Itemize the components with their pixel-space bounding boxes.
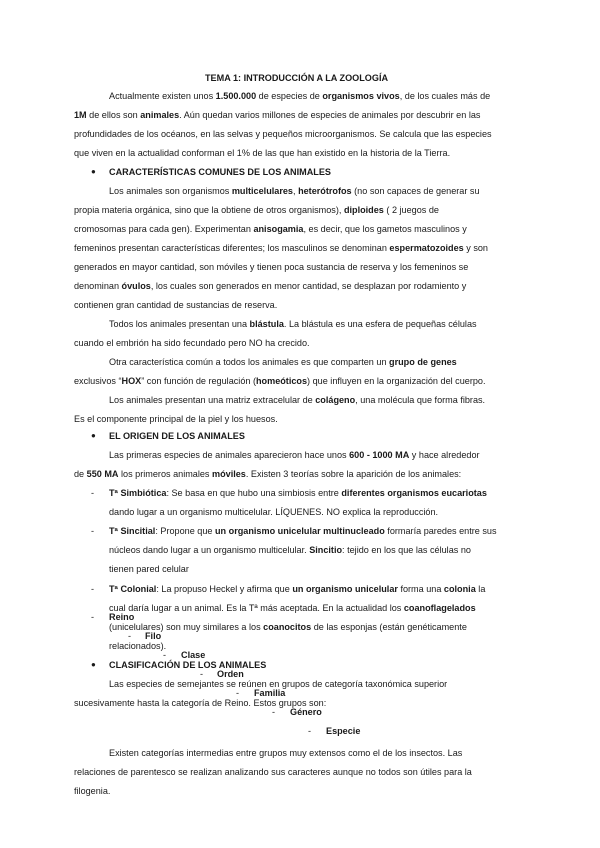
section1-line: contienen gran cantidad de sustancias de reserva. [74, 300, 278, 310]
intro-line: que viven en la actualidad conforman el 1% de las que han existido en la historia de la Tierra. [74, 148, 451, 158]
section1-line: denominan óvulos, los cuales son generados en menor cantidad, se desplazan por rodamiento y [74, 281, 467, 291]
taxonomy-rank: Orden [217, 669, 244, 679]
bullet-icon: ● [91, 167, 96, 176]
section1-line: Otra característica común a todos los animales es que comparten un grupo de genes [109, 357, 457, 367]
section1-line: Es el componente principal de la piel y los huesos. [74, 414, 278, 424]
theory-line: Tª Simbiótica: Se basa en que hubo una simbiosis entre diferentes organismos eucariotas [109, 488, 487, 498]
theory-line: (unicelulares) son muy similares a los coanocitos de las esponjas (están genéticamente [109, 622, 467, 632]
intro-line: Actualmente existen unos 1.500.000 de especies de organismos vivos, de los cuales más de [109, 91, 491, 101]
section-heading: CLASIFICACIÓN DE LOS ANIMALES [109, 660, 267, 670]
taxonomy-rank: Familia [254, 688, 286, 698]
theory-line: tienen pared celular [109, 564, 189, 574]
intro-line: 1M de ellos son animales. Aún quedan varios millones de especies de animales por descubrir en las [74, 110, 481, 120]
theory-line: cual daría lugar a un animal. Es la Tª más aceptada. En la actualidad los coanoflagelados [109, 603, 476, 613]
theory-line: relacionados). [109, 641, 167, 651]
closing-line: Existen categorías intermedias entre grupos muy extensos como el de los insectos. Las [109, 748, 463, 758]
section1-line: exclusivos “HOX” con función de regulación (homeóticos) que influyen en la organización del cuerpo. [74, 376, 486, 386]
taxonomy-rank: Género [290, 707, 322, 717]
closing-line: filogenia. [74, 786, 111, 796]
section1-line: femeninos presentan características diferentes; los masculinos se denominan espermatozoides y son [74, 243, 488, 253]
bullet-icon: ● [91, 431, 96, 440]
section3-line: sucesivamente hasta la categoría de Reino. Estos grupos son: [74, 698, 327, 708]
section2-line: de 550 MA los primeros animales móviles. Existen 3 teorías sobre la aparición de los animales: [74, 469, 462, 479]
taxonomy-rank: Clase [181, 650, 206, 660]
list-dash: - [91, 526, 95, 536]
section2-line: Las primeras especies de animales aparecieron hace unos 600 - 1000 MA y hace alrededor [109, 450, 480, 460]
closing-line: relaciones de parentesco se realizan analizando sus caracteres aunque no todos son útiles para la [74, 767, 472, 777]
rank-dash: - [308, 726, 312, 736]
section1-line: Todos los animales presentan una blástula. La blástula es una esfera de pequeñas células [109, 319, 477, 329]
page-title: TEMA 1: INTRODUCCIÓN A LA ZOOLOGÍA [205, 73, 389, 83]
rank-dash: - [200, 669, 204, 679]
bullet-icon: ● [91, 660, 96, 669]
section1-line: cuando el embrión ha sido fecundado pero NO ha crecido. [74, 338, 310, 348]
theory-line: dando lugar a un organismo multicelular. LÍQUENES. NO explica la reproducción. [109, 507, 439, 517]
taxonomy-rank: Filo [145, 631, 162, 641]
section1-line: propia materia orgánica, sino que la obtiene de otros organismos), diploides ( 2 juegos de [74, 205, 439, 215]
list-dash: - [91, 584, 95, 594]
section-heading: EL ORIGEN DE LOS ANIMALES [109, 431, 245, 441]
theory-line: Tª Colonial: La propuso Heckel y afirma que un organismo unicelular forma una colonia la [109, 584, 486, 594]
section3-line: Las especies de semejantes se reúnen en grupos de categoría taxonómica superior [109, 679, 448, 689]
rank-dash: - [163, 650, 167, 660]
rank-dash: - [91, 612, 95, 622]
section1-line: Los animales son organismos multicelulares, heterótrofos (no son capaces de generar su [109, 186, 480, 196]
section1-line: Los animales presentan una matriz extracelular de colágeno, una molécula que forma fibras. [109, 395, 486, 405]
section1-line: cromosomas para cada gen). Experimentan anisogamia, es decir, que los gametos masculinos y [74, 224, 467, 234]
rank-dash: - [272, 707, 276, 717]
theory-line: núcleos dando lugar a un organismo multicelular. Sincitio: tejido en los que las células no [109, 545, 471, 555]
section1-line: generados en mayor cantidad, son móviles y tienen poca sustancia de reserva y los femeninos se [74, 262, 469, 272]
section-heading: CARACTERÍSTICAS COMUNES DE LOS ANIMALES [109, 167, 331, 177]
taxonomy-rank: Reino [109, 612, 135, 622]
rank-dash: - [128, 631, 132, 641]
intro-line: profundidades de los océanos, en las selvas y pequeños microorganismos. Se calcula que las especies [74, 129, 492, 139]
list-dash: - [91, 488, 95, 498]
taxonomy-rank: Especie [326, 726, 361, 736]
theory-line: Tª Sincitial: Propone que un organismo unicelular multinucleado formaría paredes entre sus [109, 526, 497, 536]
rank-dash: - [236, 688, 240, 698]
